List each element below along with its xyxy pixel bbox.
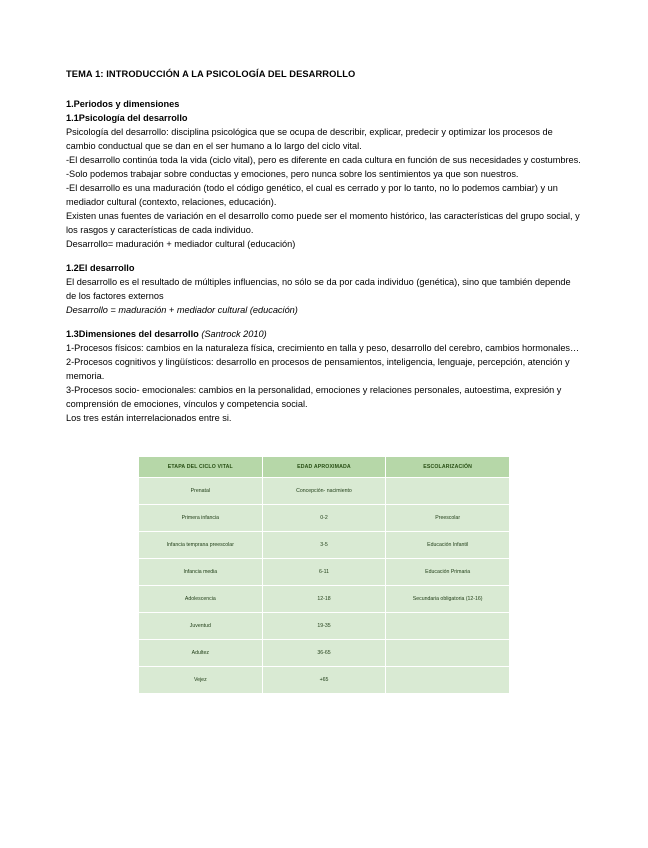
paragraph-ciclo-vital: -El desarrollo continúa toda la vida (ciclo vital), pero es diferente en cada cultura en función de sus necesidades y costumbres. <box>66 155 581 166</box>
cycle-table-head <box>139 456 510 477</box>
cell-edad: 0-2 <box>262 504 386 531</box>
cell-etapa: Infancia temprana preescolar <box>139 531 263 558</box>
cell-edad: Concepción- nacimiento <box>262 477 386 504</box>
cell-etapa: Primera infancia <box>139 504 263 531</box>
paragraph-fuentes-variacion: Existen unas fuentes de variación en el desarrollo como puede ser el momento histórico, las características del grupo social, y los rasgos y características de cada individuo. <box>66 210 580 235</box>
cycle-table-body <box>139 477 510 693</box>
paragraph-desarrollo-ecuacion: Desarrollo = maduración + mediador cultural (educación) <box>66 304 298 315</box>
paragraph-procesos-cognitivos: 2-Procesos cognitivos y lingüísticos: desarrollo en procesos de pensamientos, inteligencia, lenguaje, percepción, atención y memoria. <box>66 356 570 381</box>
cell-etapa: Vejez <box>139 666 263 693</box>
table-row <box>139 639 510 666</box>
cell-escolarizacion <box>386 612 510 639</box>
paragraph-interrelacion: Los tres están interrelacionados entre si. <box>66 412 232 423</box>
paragraph-conductas-emociones: -Solo podemos trabajar sobre conductas y emociones, pero nunca sobre los sentimientos ya que son nuestros. <box>66 169 519 179</box>
cell-escolarizacion: Educación Primaria <box>386 558 510 585</box>
column-header-edad: EDAD APROXIMADA <box>262 456 386 477</box>
paragraph-desarrollo-influencias: El desarrollo es el resultado de múltiples influencias, no sólo se da por cada individuo (genética), sino que también depende de los factores externos <box>66 276 571 301</box>
paragraph-desarrollo-formula: Desarrollo= maduración + mediador cultural (educación) <box>66 238 296 249</box>
cell-escolarizacion <box>386 477 510 504</box>
section-heading-1-2: 1.2El desarrollo <box>66 262 135 273</box>
cell-edad: 3-5 <box>262 531 386 558</box>
cell-escolarizacion: Educación Infantil <box>386 531 510 558</box>
cell-edad: 19-35 <box>262 612 386 639</box>
cell-edad: +65 <box>262 666 386 693</box>
table-row <box>139 504 510 531</box>
cell-escolarizacion: Preescolar <box>386 504 510 531</box>
column-header-escolarizacion: ESCOLARIZACIÓN <box>386 456 510 477</box>
table-row <box>139 612 510 639</box>
cell-etapa: Adultez <box>139 639 263 666</box>
section-heading-1-3-text: 1.3Dimensiones del desarrollo <box>66 328 199 339</box>
cell-escolarizacion <box>386 666 510 693</box>
table-row <box>139 666 510 693</box>
cell-escolarizacion: Secundaria obligatoria (12-16) <box>386 585 510 612</box>
cycle-table <box>138 456 510 694</box>
paragraph-psicologia-definicion: Psicología del desarrollo: disciplina psicológica que se ocupa de describir, explicar, predecir y optimizar los procesos de cambio conductual que se dan en el ser humano a lo largo del ciclo vital. <box>66 127 553 152</box>
paragraph-procesos-socioemocionales: 3-Procesos socio- emocionales: cambios en la personalidad, emociones y relaciones personales, autoestima, expresión y comprensión de emociones, vínculos y competencia social. <box>66 384 562 409</box>
cell-edad: 36-65 <box>262 639 386 666</box>
cell-escolarizacion <box>386 639 510 666</box>
cell-etapa: Juventud <box>139 612 263 639</box>
cell-edad: 12-18 <box>262 585 386 612</box>
section-heading-1: 1.Periodos y dimensiones <box>66 99 180 110</box>
column-header-etapa: ETAPA DEL CICLO VITAL <box>139 456 263 477</box>
page-title: TEMA 1: INTRODUCCIÓN A LA PSICOLOGÍA DEL DESARROLLO <box>66 69 356 79</box>
cell-etapa: Prenatal <box>139 477 263 504</box>
paragraph-maduracion: -El desarrollo es una maduración (todo el código genético, el cual es cerrado y por lo tanto, no lo podemos cambiar) y un mediador cultural (contexto, relaciones, educación). <box>66 182 558 207</box>
section-heading-1-1: 1.1Psicología del desarrollo <box>66 113 188 124</box>
cell-edad: 6-11 <box>262 558 386 585</box>
table-row <box>139 558 510 585</box>
spacer <box>66 318 582 328</box>
cycle-table-container <box>66 456 582 694</box>
section-heading-1-3 <box>66 328 582 342</box>
section-heading-1-3-source: (Santrock 2010) <box>198 328 267 339</box>
cell-etapa: Infancia media <box>139 558 263 585</box>
table-row <box>139 477 510 504</box>
spacer <box>66 252 582 262</box>
table-header-row <box>139 456 510 477</box>
cell-etapa: Adolescencia <box>139 585 263 612</box>
table-row <box>139 531 510 558</box>
paragraph-procesos-fisicos: 1-Procesos físicos: cambios en la naturaleza física, crecimiento en talla y peso, desarrollo del cerebro, cambios hormonales… <box>66 342 580 353</box>
table-row <box>139 585 510 612</box>
